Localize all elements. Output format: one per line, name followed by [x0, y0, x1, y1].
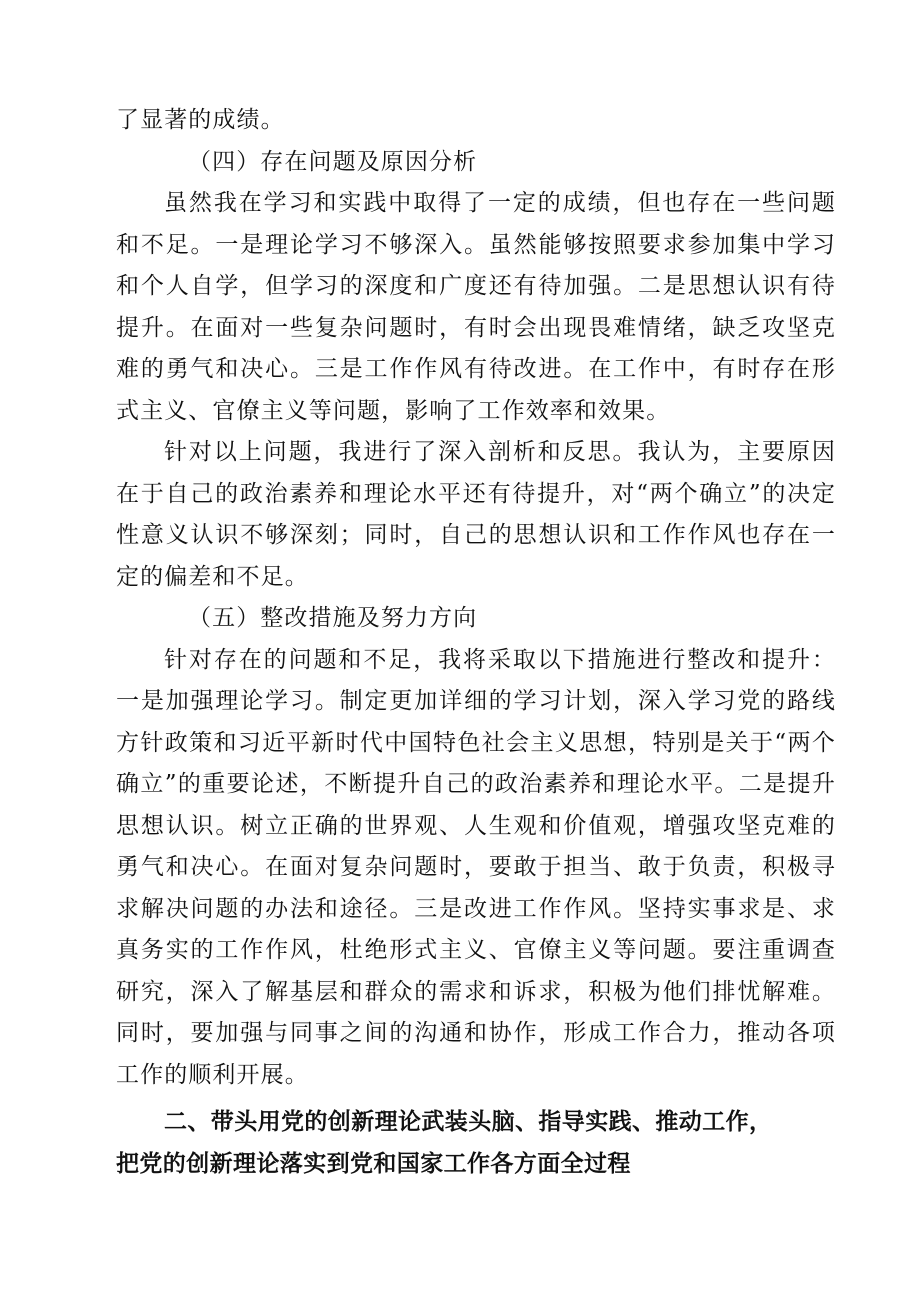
- paragraph-continuation: 了显著的成绩。: [116, 107, 285, 133]
- section-heading-line-2: 把党的创新理论落实到党和国家工作各方面全过程: [116, 1150, 631, 1177]
- document-body: [116, 100, 836, 1185]
- subheading-problems-analysis: （四）存在问题及原因分析: [188, 148, 478, 175]
- paragraph-measures: 针对存在的问题和不足，我将采取以下措施进行整改和提升：一是加强理论学习。制定更加详细的学习计划，深入学习党的路线方针政策和习近平新时代中国特色社会主义思想，特别是关于“两个确立”的重要论述，不断提升自己的政治素养和理论水平。二是提升思想认识。树立正确的世界观、人生观和价值观，增强攻坚克难的勇气和决心。在面对复杂问题时，要敢于担当、敢于负责，积极寻求解决问题的办法和途径。三是改进工作作风。坚持实事求是、求真务实的工作作风，杜绝形式主义、官僚主义等问题。要注重调查研究，深入了解基层和群众的需求和诉求，积极为他们排忧解难。同时，要加强与同事之间的沟通和协作，形成工作合力，推动各项工作的顺利开展。: [116, 646, 836, 1088]
- paragraph-problems: 虽然我在学习和实践中取得了一定的成绩，但也存在一些问题和不足。一是理论学习不够深入。虽然能够按照要求参加集中学习和个人自学，但学习的深度和广度还有待加强。二是思想认识有待提升。在面对一些复杂问题时，有时会出现畏难情绪，缺乏攻坚克难的勇气和决心。三是工作作风有待改进。在工作中，有时存在形式主义、官僚主义等问题，影响了工作效率和效果。: [116, 190, 836, 424]
- paragraph-causes: 针对以上问题，我进行了深入剖析和反思。我认为，主要原因在于自己的政治素养和理论水平还有待提升，对“两个确立”的决定性意义认识不够深刻；同时，自己的思想认识和工作作风也存在一定的偏差和不足。: [116, 439, 836, 590]
- section-heading: [116, 1102, 836, 1185]
- section-heading-line-1: 二、带头用党的创新理论武装头脑、指导实践、推动工作，: [164, 1109, 773, 1135]
- subheading-rectification-measures: （五）整改措施及努力方向: [188, 605, 478, 631]
